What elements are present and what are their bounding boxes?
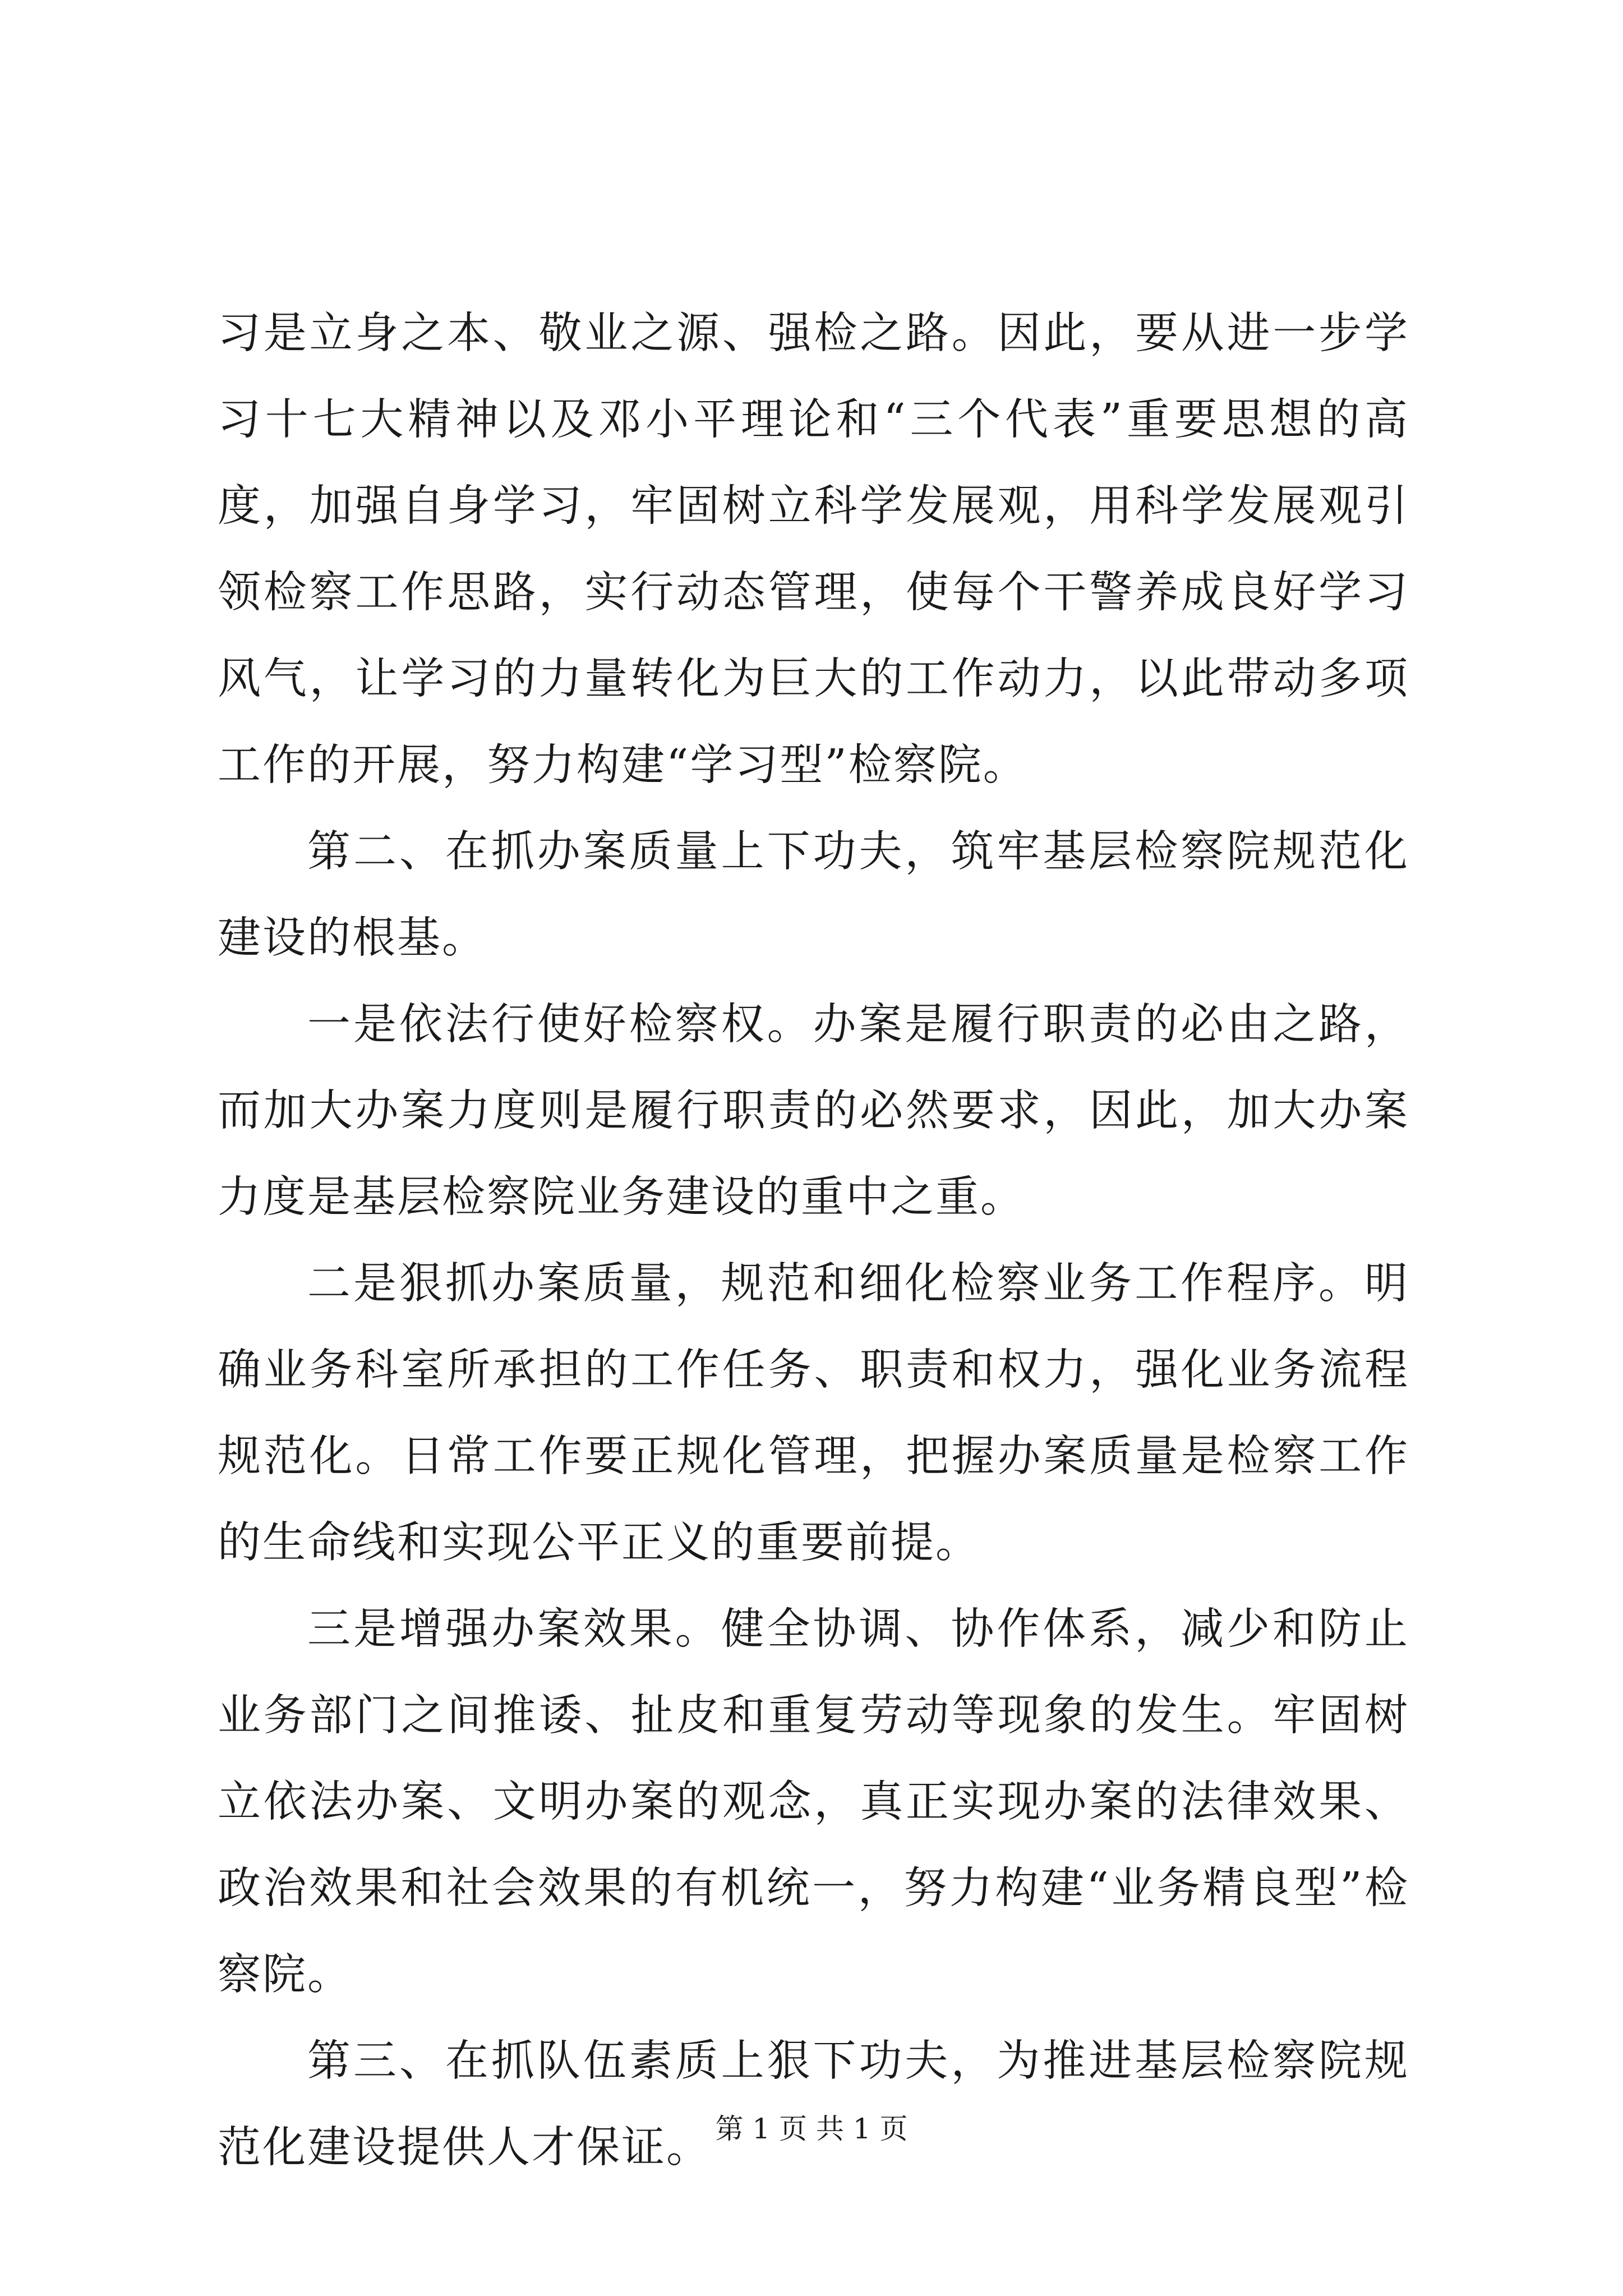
paragraph-4: 二是狠抓办案质量，规范和细化检察业务工作程序。明确业务科室所承担的工作任务、职责和权力，强化业务流程规范化。日常工作要正规化管理，把握办案质量是检察工作的生命线和实现公平正义的重要前提。	[218, 1259, 1409, 1568]
paragraph-5: 三是增强办案效果。健全协调、协作体系，减少和防止业务部门之间推诿、扯皮和重复劳动等现象的发生。牢固树立依法办案、文明办案的观念，真正实现办案的法律效果、政治效果和社会效果的有机统一，努力构建“业务精良型”检察院。	[218, 1604, 1409, 2000]
paragraph-1: 习是立身之本、敬业之源、强检之路。因此，要从进一步学习十七大精神以及邓小平理论和“三个代表”重要思想的高度，加强自身学习，牢固树立科学发展观，用科学发展观引领检察工作思路，实行动态管理，使每个干警养成良好学习风气，让学习的力量转化为巨大的工作动力，以此带动多项工作的开展，努力构建“学习型”检察院。	[218, 309, 1409, 790]
paragraph-3: 一是依法行使好检察权。办案是履行职责的必由之路，而加大办案力度则是履行职责的必然要求，因此，加大办案力度是基层检察院业务建设的重中之重。	[218, 1000, 1409, 1222]
page-footer: 第 1 页 共 1 页	[715, 2113, 908, 2145]
paragraph-6: 第三、在抓队伍素质上狠下功夫，为推进基层检察院规范化建设提供人才保证。	[218, 2036, 1409, 2173]
document-body	[218, 291, 1409, 2191]
paragraph-2: 第二、在抓办案质量上下功夫，筑牢基层检察院规范化建设的根基。	[218, 827, 1409, 963]
